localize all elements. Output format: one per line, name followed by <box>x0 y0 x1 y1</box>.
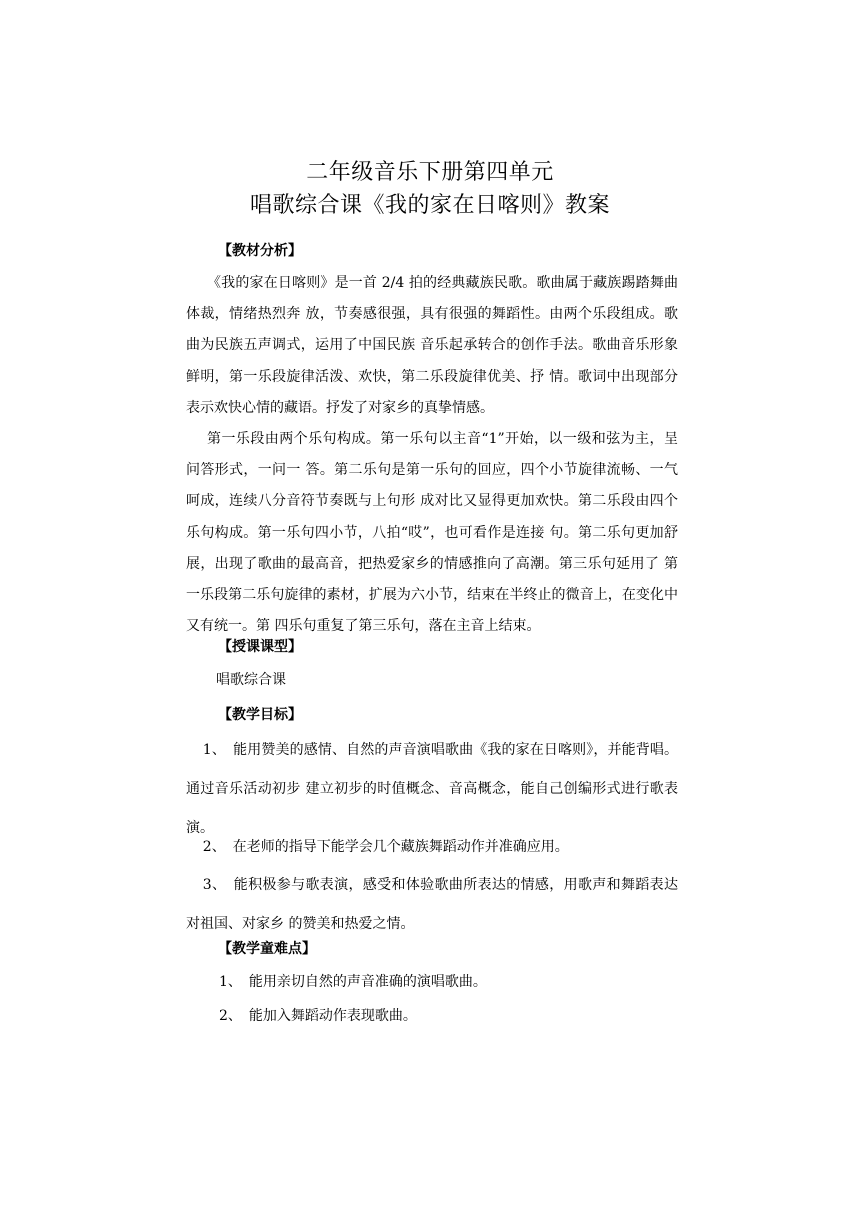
objective-item-3: 3、 能积极参与歌表演，感受和体验歌曲所表达的情感，用歌声和舞蹈表达对祖国、对家乡 的赞美和热爱之情。 <box>186 877 678 932</box>
heading-lesson-type: 【授课课型】 <box>218 639 302 655</box>
difficulty-item-1: 1、 能用亲切自然的声音准确的演唱歌曲。 <box>219 974 487 990</box>
document-title-line1: 二年级音乐下册第四单元 <box>306 160 554 185</box>
heading-analysis: 【教材分析】 <box>218 243 302 259</box>
objective-item-2: 2、 在老师的指导下能学会几个藏族舞蹈动作并准确应用。 <box>202 839 569 855</box>
difficulty-item-2: 2、 能加入舞蹈动作表现歌曲。 <box>219 1008 417 1024</box>
analysis-paragraph-1: 《我的家在日喀则》是一首 2/4 拍的经典藏族民歌。歌曲属于藏族踢踏舞曲体裁，情绪热烈奔 放，节奏感很强，具有很强的舞蹈性。由两个乐段组成。歌曲为民族五声调式，运用了中国民族 音乐起承转合的创作手法。歌曲音乐形象鲜明，第一乐段旋律活泼、欢快，第二乐段旋律优美、抒 情。歌词中出现部分表示欢快心情的藏语。抒发了对家乡的真挚情感。 <box>186 275 678 416</box>
objective-item-1: 1、 能用赞美的感情、自然的声音演唱歌曲《我的家在日喀则》，并能背唱。通过音乐活动初步 建立初步的时值概念、音高概念，能自己创编形式进行歌表演。 <box>186 742 678 836</box>
document-title-line2: 唱歌综合课《我的家在日喀则》教案 <box>249 193 610 218</box>
heading-difficulties: 【教学童难点】 <box>218 941 316 957</box>
heading-objectives: 【教学目标】 <box>218 707 302 723</box>
analysis-paragraph-2: 第一乐段由两个乐句构成。第一乐句以主音“1”开始，以一级和弦为主，呈问答形式，一问一 答。第二乐句是第一乐句的回应，四个小节旋律流畅、一气呵成，连续八分音符节奏既与上句形 成对比又显得更加欢快。第二乐段由四个乐句构成。第一乐句四小节，八拍“哎”，也可看作是连接 句。第二乐句更加舒展，出现了歌曲的最高音，把热爱家乡的情感推向了高潮。第三乐句延用了 第一乐段第二乐句旋律的素材，扩展为六小节，结束在半终止的微音上，在变化中又有统一。第 四乐句重复了第三乐句，落在主音上结束。 <box>186 431 678 635</box>
lesson-type-text: 唱歌综合课 <box>216 672 286 688</box>
